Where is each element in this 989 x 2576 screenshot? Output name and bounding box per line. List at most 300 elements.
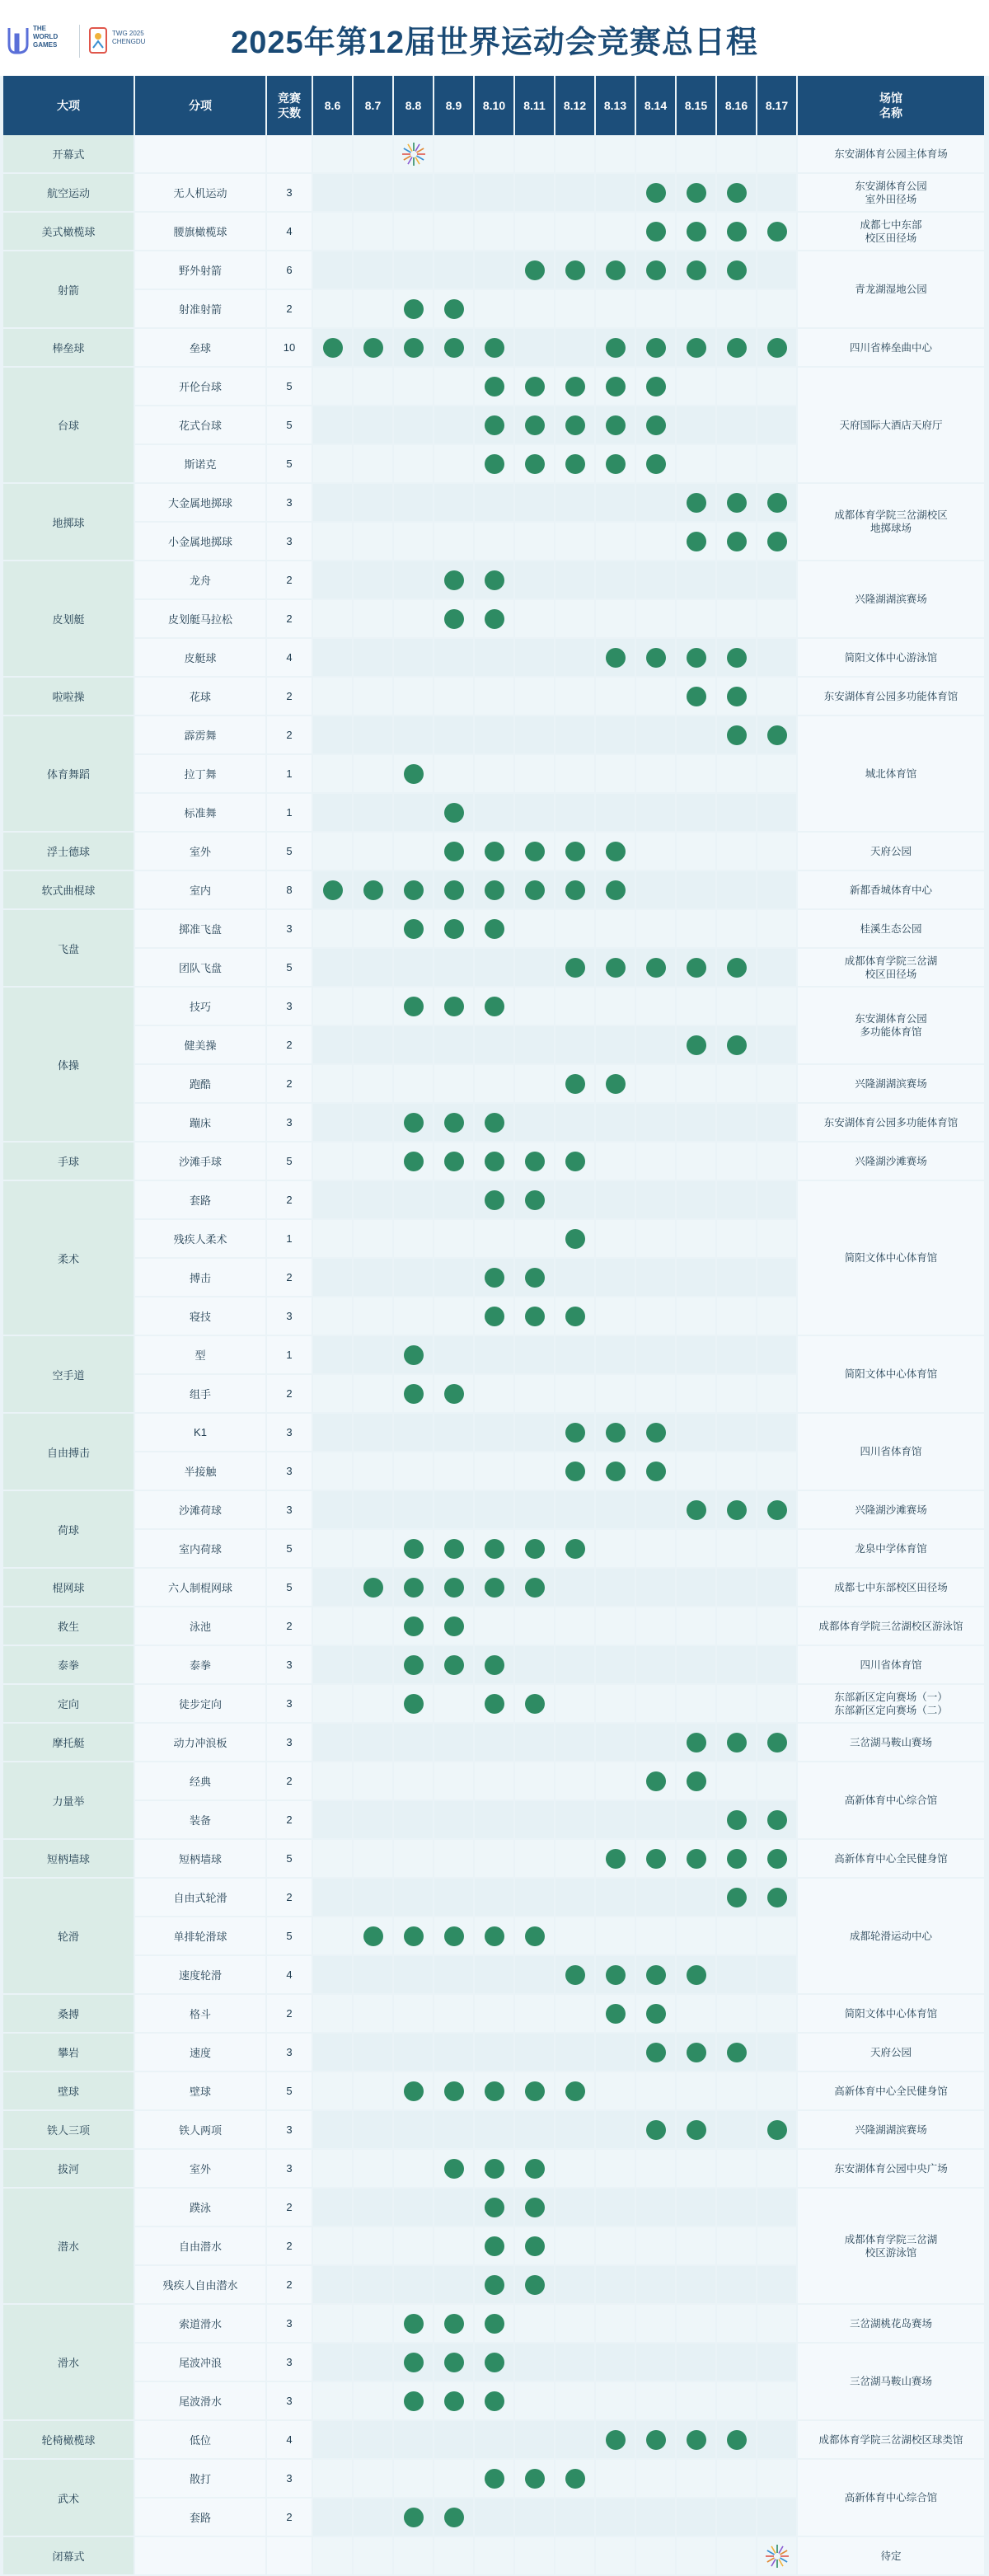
competition-day-marker	[687, 222, 706, 242]
competition-day-marker	[727, 958, 747, 978]
competition-day-marker	[646, 377, 666, 396]
venue-line: 室外田径场	[865, 193, 917, 205]
date-cell	[475, 794, 515, 833]
date-cell	[515, 368, 555, 406]
competition-day-marker	[485, 1152, 504, 1171]
date-cell	[394, 1569, 434, 1607]
subevent-name-cell: 套路	[135, 1181, 267, 1220]
date-cell	[757, 484, 798, 523]
event-name-cell: 啦啦操	[3, 678, 135, 716]
event-name-cell: 泰拳	[3, 1646, 135, 1685]
subevent-name-cell: 拉丁舞	[135, 755, 267, 794]
venue-cell	[798, 2189, 986, 2305]
table-row	[3, 1104, 986, 1143]
date-cell	[636, 2150, 677, 2189]
chengdu-2025-emblem-icon	[87, 23, 109, 58]
date-cell	[636, 1491, 677, 1530]
date-cell	[354, 1181, 394, 1220]
date-cell	[757, 561, 798, 600]
venue-cell	[798, 1336, 986, 1414]
date-cell	[636, 2227, 677, 2266]
date-cell	[757, 1917, 798, 1956]
date-cell	[677, 406, 717, 445]
date-cell	[394, 2421, 434, 2460]
date-cell	[677, 1220, 717, 1259]
date-cell	[475, 639, 515, 678]
competition-days-cell: 2	[267, 1026, 313, 1065]
table-row	[3, 2460, 986, 2499]
date-cell	[717, 833, 757, 871]
competition-days-cell: 3	[267, 1491, 313, 1530]
date-cell	[434, 1065, 475, 1104]
date-cell	[354, 1762, 394, 1801]
date-cell	[313, 2150, 354, 2189]
date-cell	[717, 988, 757, 1026]
venue-cell	[798, 213, 986, 251]
date-cell	[475, 1879, 515, 1917]
date-cell	[596, 2344, 636, 2382]
date-cell	[636, 2537, 677, 2576]
date-cell	[555, 910, 596, 949]
event-name-cell: 闭幕式	[3, 2537, 135, 2576]
date-cell	[354, 1065, 394, 1104]
table-row	[3, 2189, 986, 2227]
venue-cell	[798, 1762, 986, 1840]
competition-days-cell: 10	[267, 329, 313, 368]
competition-day-marker	[404, 338, 424, 358]
date-cell	[636, 755, 677, 794]
date-cell	[434, 1491, 475, 1530]
competition-day-marker	[363, 1926, 383, 1946]
date-cell	[757, 1297, 798, 1336]
date-cell	[313, 949, 354, 988]
date-cell	[354, 1530, 394, 1569]
date-cell	[596, 678, 636, 716]
date-cell	[313, 755, 354, 794]
event-name-cell: 棒垒球	[3, 329, 135, 368]
date-cell	[475, 2499, 515, 2537]
date-cell	[394, 639, 434, 678]
subevent-name-cell: 散打	[135, 2460, 267, 2499]
date-cell	[394, 1220, 434, 1259]
table-row	[3, 1491, 986, 1530]
date-cell	[313, 678, 354, 716]
date-cell	[757, 2421, 798, 2460]
date-cell	[596, 833, 636, 871]
date-cell	[717, 2460, 757, 2499]
date-cell	[475, 1104, 515, 1143]
date-cell	[313, 290, 354, 329]
competition-days-cell: 3	[267, 2034, 313, 2072]
date-cell	[394, 290, 434, 329]
date-cell	[677, 251, 717, 290]
date-cell	[313, 1762, 354, 1801]
date-cell	[717, 2227, 757, 2266]
date-cell	[636, 716, 677, 755]
date-cell	[515, 1491, 555, 1530]
competition-day-marker	[606, 842, 626, 861]
date-cell	[354, 1724, 394, 1762]
date-cell	[354, 523, 394, 561]
date-cell	[394, 1801, 434, 1840]
competition-day-marker	[525, 415, 545, 435]
date-cell	[717, 1801, 757, 1840]
venue-line: 东安湖体育公园	[855, 180, 927, 192]
venue-line: 三岔湖桃花岛赛场	[849, 2317, 932, 2330]
date-cell	[636, 678, 677, 716]
venue-cell	[798, 833, 986, 871]
date-cell	[515, 2460, 555, 2499]
date-cell	[515, 1685, 555, 1724]
date-cell	[354, 1569, 394, 1607]
date-cell	[717, 368, 757, 406]
date-cell	[555, 1917, 596, 1956]
date-cell	[717, 2499, 757, 2537]
date-cell	[555, 290, 596, 329]
date-cell	[515, 1259, 555, 1297]
date-cell	[434, 1181, 475, 1220]
date-cell	[354, 1801, 394, 1840]
competition-day-marker	[444, 299, 464, 319]
competition-day-marker	[565, 1152, 585, 1171]
subevent-name-cell: 低位	[135, 2421, 267, 2460]
event-name-cell: 飞盘	[3, 910, 135, 988]
date-cell	[515, 988, 555, 1026]
date-cell	[313, 1724, 354, 1762]
date-cell	[475, 368, 515, 406]
date-cell	[394, 406, 434, 445]
venue-cell	[798, 251, 986, 329]
table-row	[3, 2537, 986, 2576]
competition-day-marker	[565, 1074, 585, 1094]
date-cell	[354, 755, 394, 794]
date-cell	[757, 2537, 798, 2576]
venue-line: 地掷球场	[869, 523, 912, 534]
competition-day-marker	[444, 2353, 464, 2372]
column-header-date: 8.15	[677, 76, 717, 135]
date-cell	[757, 1375, 798, 1414]
venue-line: 多功能体育馆	[860, 1026, 922, 1038]
competition-day-marker	[565, 1423, 585, 1443]
competition-day-marker	[485, 2081, 504, 2101]
date-cell	[636, 135, 677, 174]
event-name-cell: 潜水	[3, 2189, 135, 2305]
date-cell	[717, 1414, 757, 1452]
competition-day-marker	[727, 338, 747, 358]
competition-day-marker	[727, 1888, 747, 1907]
date-cell	[354, 2421, 394, 2460]
date-cell	[313, 1530, 354, 1569]
date-cell	[677, 988, 717, 1026]
venue-cell	[798, 716, 986, 833]
date-cell	[555, 1491, 596, 1530]
competition-day-marker	[404, 1152, 424, 1171]
date-cell	[677, 174, 717, 213]
date-cell	[717, 2150, 757, 2189]
date-cell	[677, 1143, 717, 1181]
date-cell	[434, 2382, 475, 2421]
date-cell	[677, 639, 717, 678]
competition-day-marker	[727, 687, 747, 706]
date-cell	[636, 1026, 677, 1065]
date-cell	[555, 833, 596, 871]
venue-cell	[798, 1065, 986, 1104]
event-name-cell: 空手道	[3, 1336, 135, 1414]
table-row	[3, 1569, 986, 1607]
date-cell	[515, 716, 555, 755]
competition-day-marker	[646, 2120, 666, 2140]
date-cell	[394, 2150, 434, 2189]
date-cell	[434, 2499, 475, 2537]
date-cell	[677, 716, 717, 755]
venue-line: 城北体育馆	[865, 767, 917, 780]
venue-cell	[798, 484, 986, 561]
date-cell	[515, 1220, 555, 1259]
date-cell	[475, 2344, 515, 2382]
date-cell	[717, 2111, 757, 2150]
date-cell	[313, 1569, 354, 1607]
date-cell	[394, 2189, 434, 2227]
competition-day-marker	[404, 1926, 424, 1946]
venue-line: 成都体育学院三岔湖校区球类馆	[818, 2433, 963, 2446]
date-cell	[717, 1065, 757, 1104]
date-cell	[596, 484, 636, 523]
date-cell	[354, 716, 394, 755]
table-row	[3, 1607, 986, 1646]
date-cell	[475, 484, 515, 523]
date-cell	[677, 1026, 717, 1065]
date-cell	[636, 794, 677, 833]
date-cell	[717, 639, 757, 678]
venue-cell	[798, 174, 986, 213]
event-name-cell: 浮士德球	[3, 833, 135, 871]
date-cell	[555, 1065, 596, 1104]
chengdu-2025-logo-text: TWG 2025 CHENGDU	[112, 30, 146, 45]
competition-day-marker	[404, 1578, 424, 1598]
date-cell	[636, 523, 677, 561]
date-cell	[636, 1801, 677, 1840]
date-cell	[636, 949, 677, 988]
subevent-name-cell: 自由式轮滑	[135, 1879, 267, 1917]
date-cell	[757, 135, 798, 174]
venue-line: 兴隆湖湖滨赛场	[855, 594, 927, 605]
competition-day-marker	[606, 338, 626, 358]
date-cell	[434, 910, 475, 949]
date-cell	[354, 406, 394, 445]
date-cell	[596, 2266, 636, 2305]
date-cell	[636, 1569, 677, 1607]
date-cell	[394, 1917, 434, 1956]
date-cell	[434, 1259, 475, 1297]
date-cell	[636, 251, 677, 290]
date-cell	[677, 1879, 717, 1917]
venue-cell	[798, 2072, 986, 2111]
event-name-cell: 地掷球	[3, 484, 135, 561]
table-row	[3, 1995, 986, 2034]
competition-day-marker	[444, 2508, 464, 2527]
date-cell	[394, 794, 434, 833]
date-cell	[475, 1840, 515, 1879]
competition-day-marker	[687, 1771, 706, 1791]
venue-cell	[798, 1143, 986, 1181]
date-cell	[313, 213, 354, 251]
date-cell	[434, 1220, 475, 1259]
date-cell	[596, 1917, 636, 1956]
venue-cell	[798, 678, 986, 716]
date-cell	[596, 1491, 636, 1530]
date-cell	[475, 2227, 515, 2266]
date-cell	[596, 2421, 636, 2460]
date-cell	[313, 368, 354, 406]
table-row	[3, 1646, 986, 1685]
date-cell	[555, 949, 596, 988]
date-cell	[636, 833, 677, 871]
date-cell	[757, 2344, 798, 2382]
date-cell	[717, 1879, 757, 1917]
competition-day-marker	[525, 1268, 545, 1288]
competition-day-marker	[565, 2469, 585, 2489]
date-cell	[475, 833, 515, 871]
date-cell	[475, 871, 515, 910]
competition-day-marker	[565, 842, 585, 861]
date-cell	[475, 406, 515, 445]
date-cell	[555, 1995, 596, 2034]
competition-day-marker	[606, 415, 626, 435]
date-cell	[757, 1956, 798, 1995]
competition-days-cell: 2	[267, 290, 313, 329]
date-cell	[636, 484, 677, 523]
venue-line: 青龙湖湿地公园	[855, 284, 927, 295]
date-cell	[313, 2266, 354, 2305]
date-cell	[596, 988, 636, 1026]
date-cell	[515, 1569, 555, 1607]
competition-days-cell: 2	[267, 716, 313, 755]
date-cell	[475, 2382, 515, 2421]
date-cell	[434, 2111, 475, 2150]
date-cell	[596, 2111, 636, 2150]
date-cell	[596, 1685, 636, 1724]
date-cell	[434, 368, 475, 406]
date-cell	[555, 2034, 596, 2072]
venue-line: 东安湖体育公园多功能体育馆	[823, 1116, 959, 1128]
venue-line: 兴隆湖沙滩赛场	[855, 1155, 927, 1167]
date-cell	[717, 2537, 757, 2576]
date-cell	[354, 678, 394, 716]
date-cell	[434, 2460, 475, 2499]
venue-line: 简阳文体中心游泳馆	[844, 651, 938, 664]
competition-day-marker	[687, 687, 706, 706]
date-cell	[636, 1879, 677, 1917]
competition-day-marker	[767, 1888, 787, 1907]
date-cell	[475, 1297, 515, 1336]
date-cell	[354, 1995, 394, 2034]
date-cell	[555, 1181, 596, 1220]
date-cell	[596, 2227, 636, 2266]
date-cell	[677, 1801, 717, 1840]
competition-day-marker	[646, 183, 666, 203]
competition-day-marker	[444, 2391, 464, 2411]
competition-day-marker	[323, 880, 343, 900]
date-cell	[475, 1336, 515, 1375]
date-cell	[354, 1104, 394, 1143]
date-cell	[757, 1452, 798, 1491]
venue-line: 成都七中东部	[860, 218, 922, 231]
date-cell	[394, 678, 434, 716]
date-cell	[475, 523, 515, 561]
venue-line: 东部新区定向赛场（二）	[834, 1704, 948, 1716]
subevent-name-cell: 壁球	[135, 2072, 267, 2111]
date-cell	[434, 1801, 475, 1840]
subevent-name-cell: 龙舟	[135, 561, 267, 600]
date-cell	[313, 1607, 354, 1646]
date-cell	[757, 329, 798, 368]
date-cell	[434, 1414, 475, 1452]
date-cell	[596, 1220, 636, 1259]
event-name-cell: 定向	[3, 1685, 135, 1724]
date-cell	[636, 2305, 677, 2344]
date-cell	[475, 1762, 515, 1801]
column-header-date: 8.8	[394, 76, 434, 135]
competition-day-marker	[687, 2120, 706, 2140]
date-cell	[555, 755, 596, 794]
competition-day-marker	[565, 260, 585, 280]
date-cell	[636, 871, 677, 910]
date-cell	[313, 1259, 354, 1297]
date-cell	[313, 445, 354, 484]
date-cell	[757, 2034, 798, 2072]
date-cell	[596, 1840, 636, 1879]
date-cell	[757, 833, 798, 871]
date-cell	[434, 1917, 475, 1956]
date-cell	[555, 1297, 596, 1336]
date-cell	[555, 251, 596, 290]
date-cell	[394, 1414, 434, 1452]
venue-cell	[798, 949, 986, 988]
date-cell	[475, 135, 515, 174]
date-cell	[636, 174, 677, 213]
date-cell	[757, 600, 798, 639]
competition-day-marker	[485, 2198, 504, 2217]
venue-line: 校区田径场	[865, 968, 917, 980]
venue-cell	[798, 1995, 986, 2034]
competition-day-marker	[525, 842, 545, 861]
date-cell	[717, 484, 757, 523]
date-cell	[394, 1259, 434, 1297]
date-cell	[717, 1375, 757, 1414]
competition-day-marker	[404, 1113, 424, 1133]
date-cell	[636, 1995, 677, 2034]
date-cell	[475, 2537, 515, 2576]
competition-day-marker	[485, 880, 504, 900]
subevent-name-cell: 垒球	[135, 329, 267, 368]
date-cell	[354, 1646, 394, 1685]
date-cell	[475, 174, 515, 213]
date-cell	[475, 2460, 515, 2499]
competition-day-marker	[485, 1190, 504, 1210]
date-cell	[757, 1607, 798, 1646]
date-cell	[515, 251, 555, 290]
competition-day-marker	[606, 1462, 626, 1481]
date-cell	[717, 1840, 757, 1879]
date-cell	[434, 1452, 475, 1491]
competition-day-marker	[404, 299, 424, 319]
venue-cell	[798, 910, 986, 949]
date-cell	[757, 949, 798, 988]
date-cell	[596, 1026, 636, 1065]
venue-line: 成都轮滑运动中心	[849, 1930, 932, 1942]
date-cell	[434, 639, 475, 678]
date-cell	[555, 1452, 596, 1491]
